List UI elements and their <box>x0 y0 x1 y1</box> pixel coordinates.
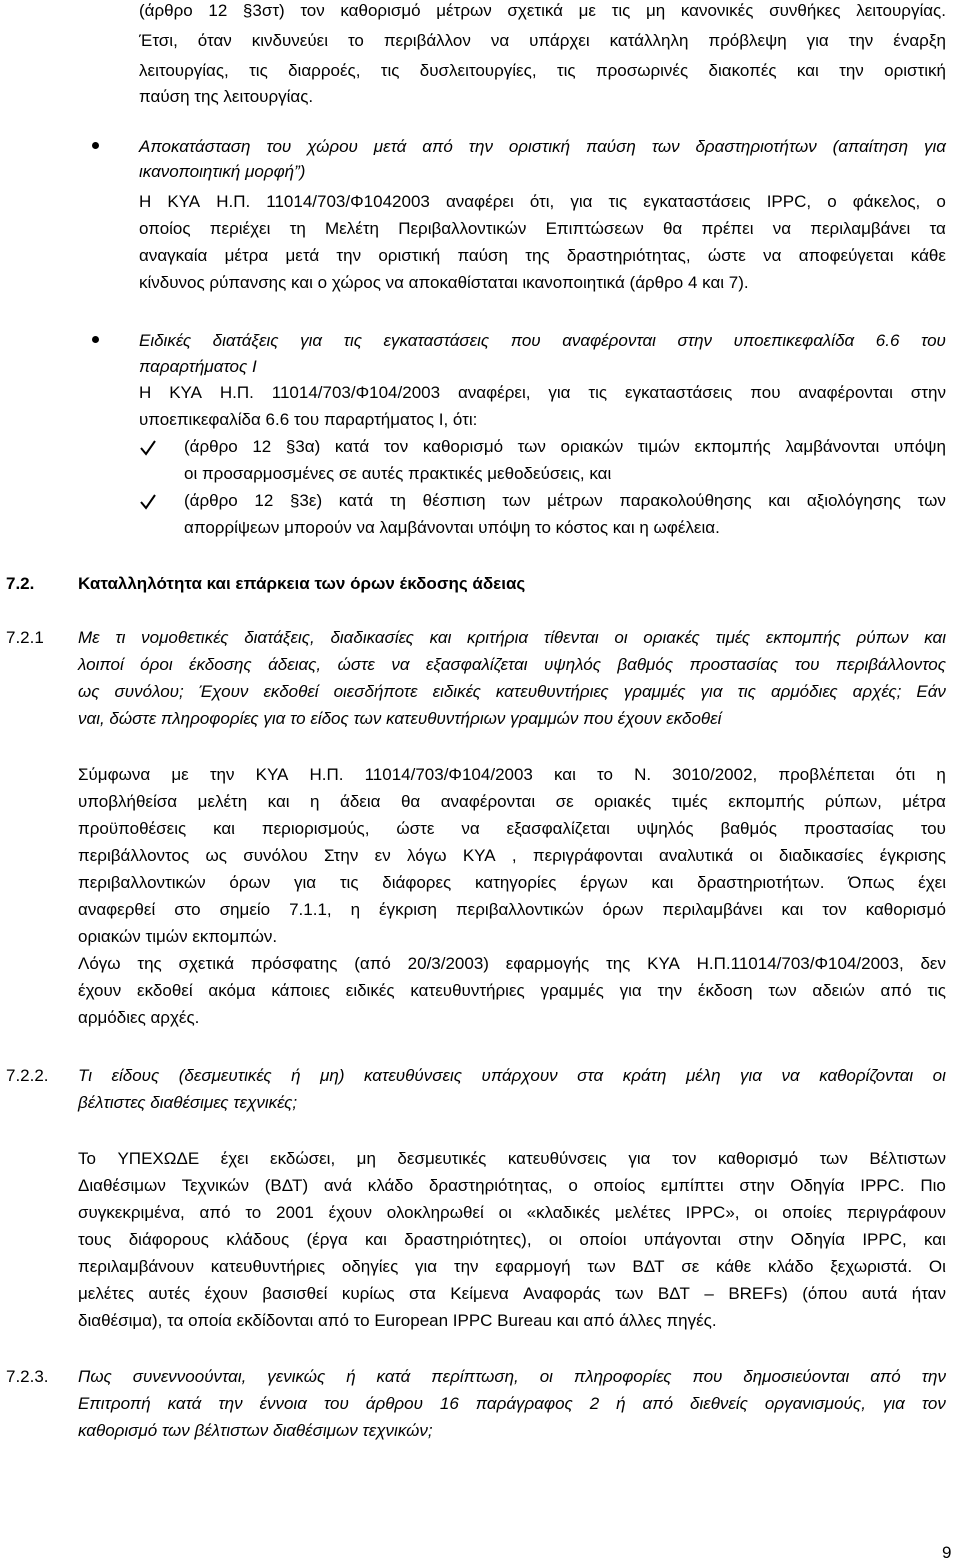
bullet1-para-line-4: κίνδυνος ρύπανσης και ο χώρος να αποκαθίσταται ικανοποιητικά (άρθρο 4 και 7). <box>139 273 749 292</box>
q721-question-line-1: Με τι νομοθετικές διατάξεις, διαδικασίες και κριτήρια τίθενται οι οριακές τιμές εκπομπής ρύπων και <box>78 628 946 647</box>
q721-answer-line-4: περιβάλλοντος ως συνόλου Στην εν λόγω ΚΥΑ , περιγράφονται αναλυτικά οι διαδικασίες έγκρισης <box>78 846 946 865</box>
check2-line-2: απορρίψεων μπορούν να λαμβάνονται υπόψη το κόστος και η ωφέλεια. <box>184 518 720 537</box>
q721-question-line-3: ως συνόλου; Έχουν εκδοθεί οιεσδήποτε ειδικές κατευθυντήριες γραμμές για τις αρμόδιες αρχές; Εάν <box>78 682 946 701</box>
bullet2-heading-line-2: παραρτήματος Ι <box>139 357 257 376</box>
q722-answer-line-4: τους διάφορους κλάδους (έργα και δραστηριότητες), οι οποίοι υπάγονται στην Οδηγία IPPC, και <box>78 1230 946 1249</box>
intro-line-4: παύση της λειτουργίας. <box>139 87 314 106</box>
check1-line-2: οι προσαρμοσμένες σε αυτές πρακτικές μεθοδεύσεις, και <box>184 464 612 483</box>
q722-answer-line-7: διαθέσιμα), τα οποία εκδίδονται από το European IPPC Bureau και από άλλες πηγές. <box>78 1311 717 1330</box>
q722-answer-line-5: περιλαμβάνουν κατευθυντήριες οδηγίες για την εφαρμογή των ΒΔΤ σε κάθε κλάδο ξεχωριστά. Οι <box>78 1257 946 1276</box>
q721-question-line-2: λοιποί όροι έκδοσης άδειας, ώστε να εξασφαλίζεται υψηλός βαθμός προστασίας του περιβάλλοντος <box>78 655 946 674</box>
q721-answer-line-8: Λόγω της σχετικά πρόσφατης (από 20/3/2003) εφαρμογής της ΚΥΑ Η.Π.11014/703/Φ104/2003, δεν <box>78 954 946 973</box>
bullet1-para-line-3: αναγκαία μέτρα μετά την οριστική παύση της δραστηριότητας, ώστε να αποφεύγεται κάθε <box>139 246 946 265</box>
q723-question-line-2: Επιτροπή κατά την έννοια του άρθρου 16 παράγραφος 2 ή από διεθνείς οργανισμούς, για τον <box>78 1394 946 1413</box>
q721-answer-line-10: αρμόδιες αρχές. <box>78 1008 200 1027</box>
q721-answer-line-7: οριακών τιμών εκπομπών. <box>78 927 278 946</box>
q722-answer-line-3: συγκεκριμένα, από το 2001 έχουν ολοκληρωθεί οι «κλαδικές μελέτες IPPC», οι οποίες περιγράφουν <box>78 1203 946 1222</box>
check1-line-1: (άρθρο 12 §3α) κατά τον καθορισμό των οριακών τιμών εκπομπής λαμβάνονται υπόψη <box>184 437 946 456</box>
bullet-dot <box>92 142 99 149</box>
bullet2-para-line-1: Η ΚΥΑ Η.Π. 11014/703/Φ104/2003 αναφέρει, για τις εγκαταστάσεις που αναφέρονται στην <box>139 383 946 402</box>
intro-line-1: (άρθρο 12 §3στ) τον καθορισμό μέτρων σχετικά με τις μη κανονικές συνθήκες λειτουργίας. <box>139 1 946 20</box>
bullet1-heading-line-2: ικανοποιητική μορφή”) <box>139 162 306 181</box>
bullet2-heading-line-1: Ειδικές διατάξεις για τις εγκαταστάσεις που αναφέρονται στην υποεπικεφαλίδα 6.6 του <box>139 331 946 350</box>
section-title: Καταλληλότητα και επάρκεια των όρων έκδοσης άδειας <box>78 574 526 593</box>
intro-line-2: Έτσι, όταν κινδυνεύει το περιβάλλον να υπάρχει κατάλληλη πρόβλεψη για την έναρξη <box>139 31 946 50</box>
section-number: 7.2. <box>6 574 35 593</box>
bullet-dot <box>92 336 99 343</box>
q722-answer-line-2: Διαθέσιμων Τεχνικών (ΒΔΤ) ανά κλάδο δραστηριότητας, ο οποίος εμπίπτει στην Οδηγία IPPC. Πιο <box>78 1176 946 1195</box>
check2-line-1: (άρθρο 12 §3ε) κατά τη θέσπιση των μέτρων παρακολούθησης και αξιολόγησης των <box>184 491 946 510</box>
q723-question-line-1: Πως συνεννοούνται, γενικώς ή κατά περίπτωση, οι πληροφορίες που δημοσιεύονται από την <box>78 1367 946 1386</box>
bullet1-para-line-1: Η ΚΥΑ Η.Π. 11014/703/Φ1042003 αναφέρει ότι, για τις εγκαταστάσεις IPPC, ο φάκελος, ο <box>139 192 946 211</box>
q721-answer-line-1: Σύμφωνα με την ΚΥΑ Η.Π. 11014/703/Φ104/2003 και το Ν. 3010/2002, προβλέπεται ότι η <box>78 765 946 784</box>
q721-answer-line-2: υποβλήθείσα μελέτη και η άδεια θα αναφέρονται σε οριακές τιμές εκπομπής ρύπων, μέτρα <box>78 792 946 811</box>
q721-answer-line-9: έχουν εκδοθεί ακόμα κάποιες ειδικές κατευθυντήριες γραμμές για την έκδοση των αδειών από τις <box>78 981 946 1000</box>
q722-answer-line-6: μελέτες αυτές έχουν βασισθεί κυρίως στα Κείμενα Αναφοράς των ΒΔΤ – BREFs) (όπου αυτά ήταν <box>78 1284 946 1303</box>
q722-question-line-2: βέλτιστες διαθέσιμες τεχνικές; <box>78 1093 298 1112</box>
q721-answer-line-3: προϋποθέσεις και περιορισμούς, ώστε να εξασφαλίζεται υψηλός βαθμός προστασίας του <box>78 819 946 838</box>
q721-answer-line-5: περιβαλλοντικών όρων για τις διάφορες κατηγορίες έργων και δραστηριοτήτων. Όπως έχει <box>78 873 946 892</box>
q721-answer-line-6: αναφερθεί στο σημείο 7.1.1, η έγκριση περιβαλλοντικών όρων περιλαμβάνει και τον καθορισμό <box>78 900 946 919</box>
q721-question-line-4: ναι, δώστε πληροφορίες για το είδος των κατευθυντήριων γραμμών που έχουν εκδοθεί <box>78 709 722 728</box>
q722-answer-line-1: Το ΥΠΕΧΩΔΕ έχει εκδώσει, μη δεσμευτικές κατευθύνσεις για τον καθορισμό των Βέλτιστων <box>78 1149 946 1168</box>
q723-question-line-3: καθορισμό των βέλτιστων διαθέσιμων τεχνικών; <box>78 1421 433 1440</box>
bullet1-para-line-2: οποίος περιέχει τη Μελέτη Περιβαλλοντικών Επιπτώσεων θα πρέπει να περιλαμβάνει τα <box>139 219 946 238</box>
question-number: 7.2.3. <box>6 1367 49 1386</box>
question-number: 7.2.1 <box>6 628 44 647</box>
page-number: 9 <box>942 1543 952 1562</box>
bullet1-heading-line-1: Αποκατάσταση του χώρου μετά από την οριστική παύση των δραστηριοτήτων (απαίτηση για <box>139 137 946 156</box>
intro-line-3: λειτουργίας, τις διαρροές, τις δυσλειτουργίες, τις προσωρινές διακοπές και την οριστική <box>139 61 946 80</box>
checkmark-icon <box>139 493 157 511</box>
bullet2-para-line-2: υποεπικεφαλίδα 6.6 του παραρτήματος Ι, ότι: <box>139 410 478 429</box>
checkmark-icon <box>139 439 157 457</box>
question-number: 7.2.2. <box>6 1066 49 1085</box>
q722-question-line-1: Τι είδους (δεσμευτικές ή μη) κατευθύνσεις υπάρχουν στα κράτη μέλη για να καθορίζονται οι <box>78 1066 946 1085</box>
